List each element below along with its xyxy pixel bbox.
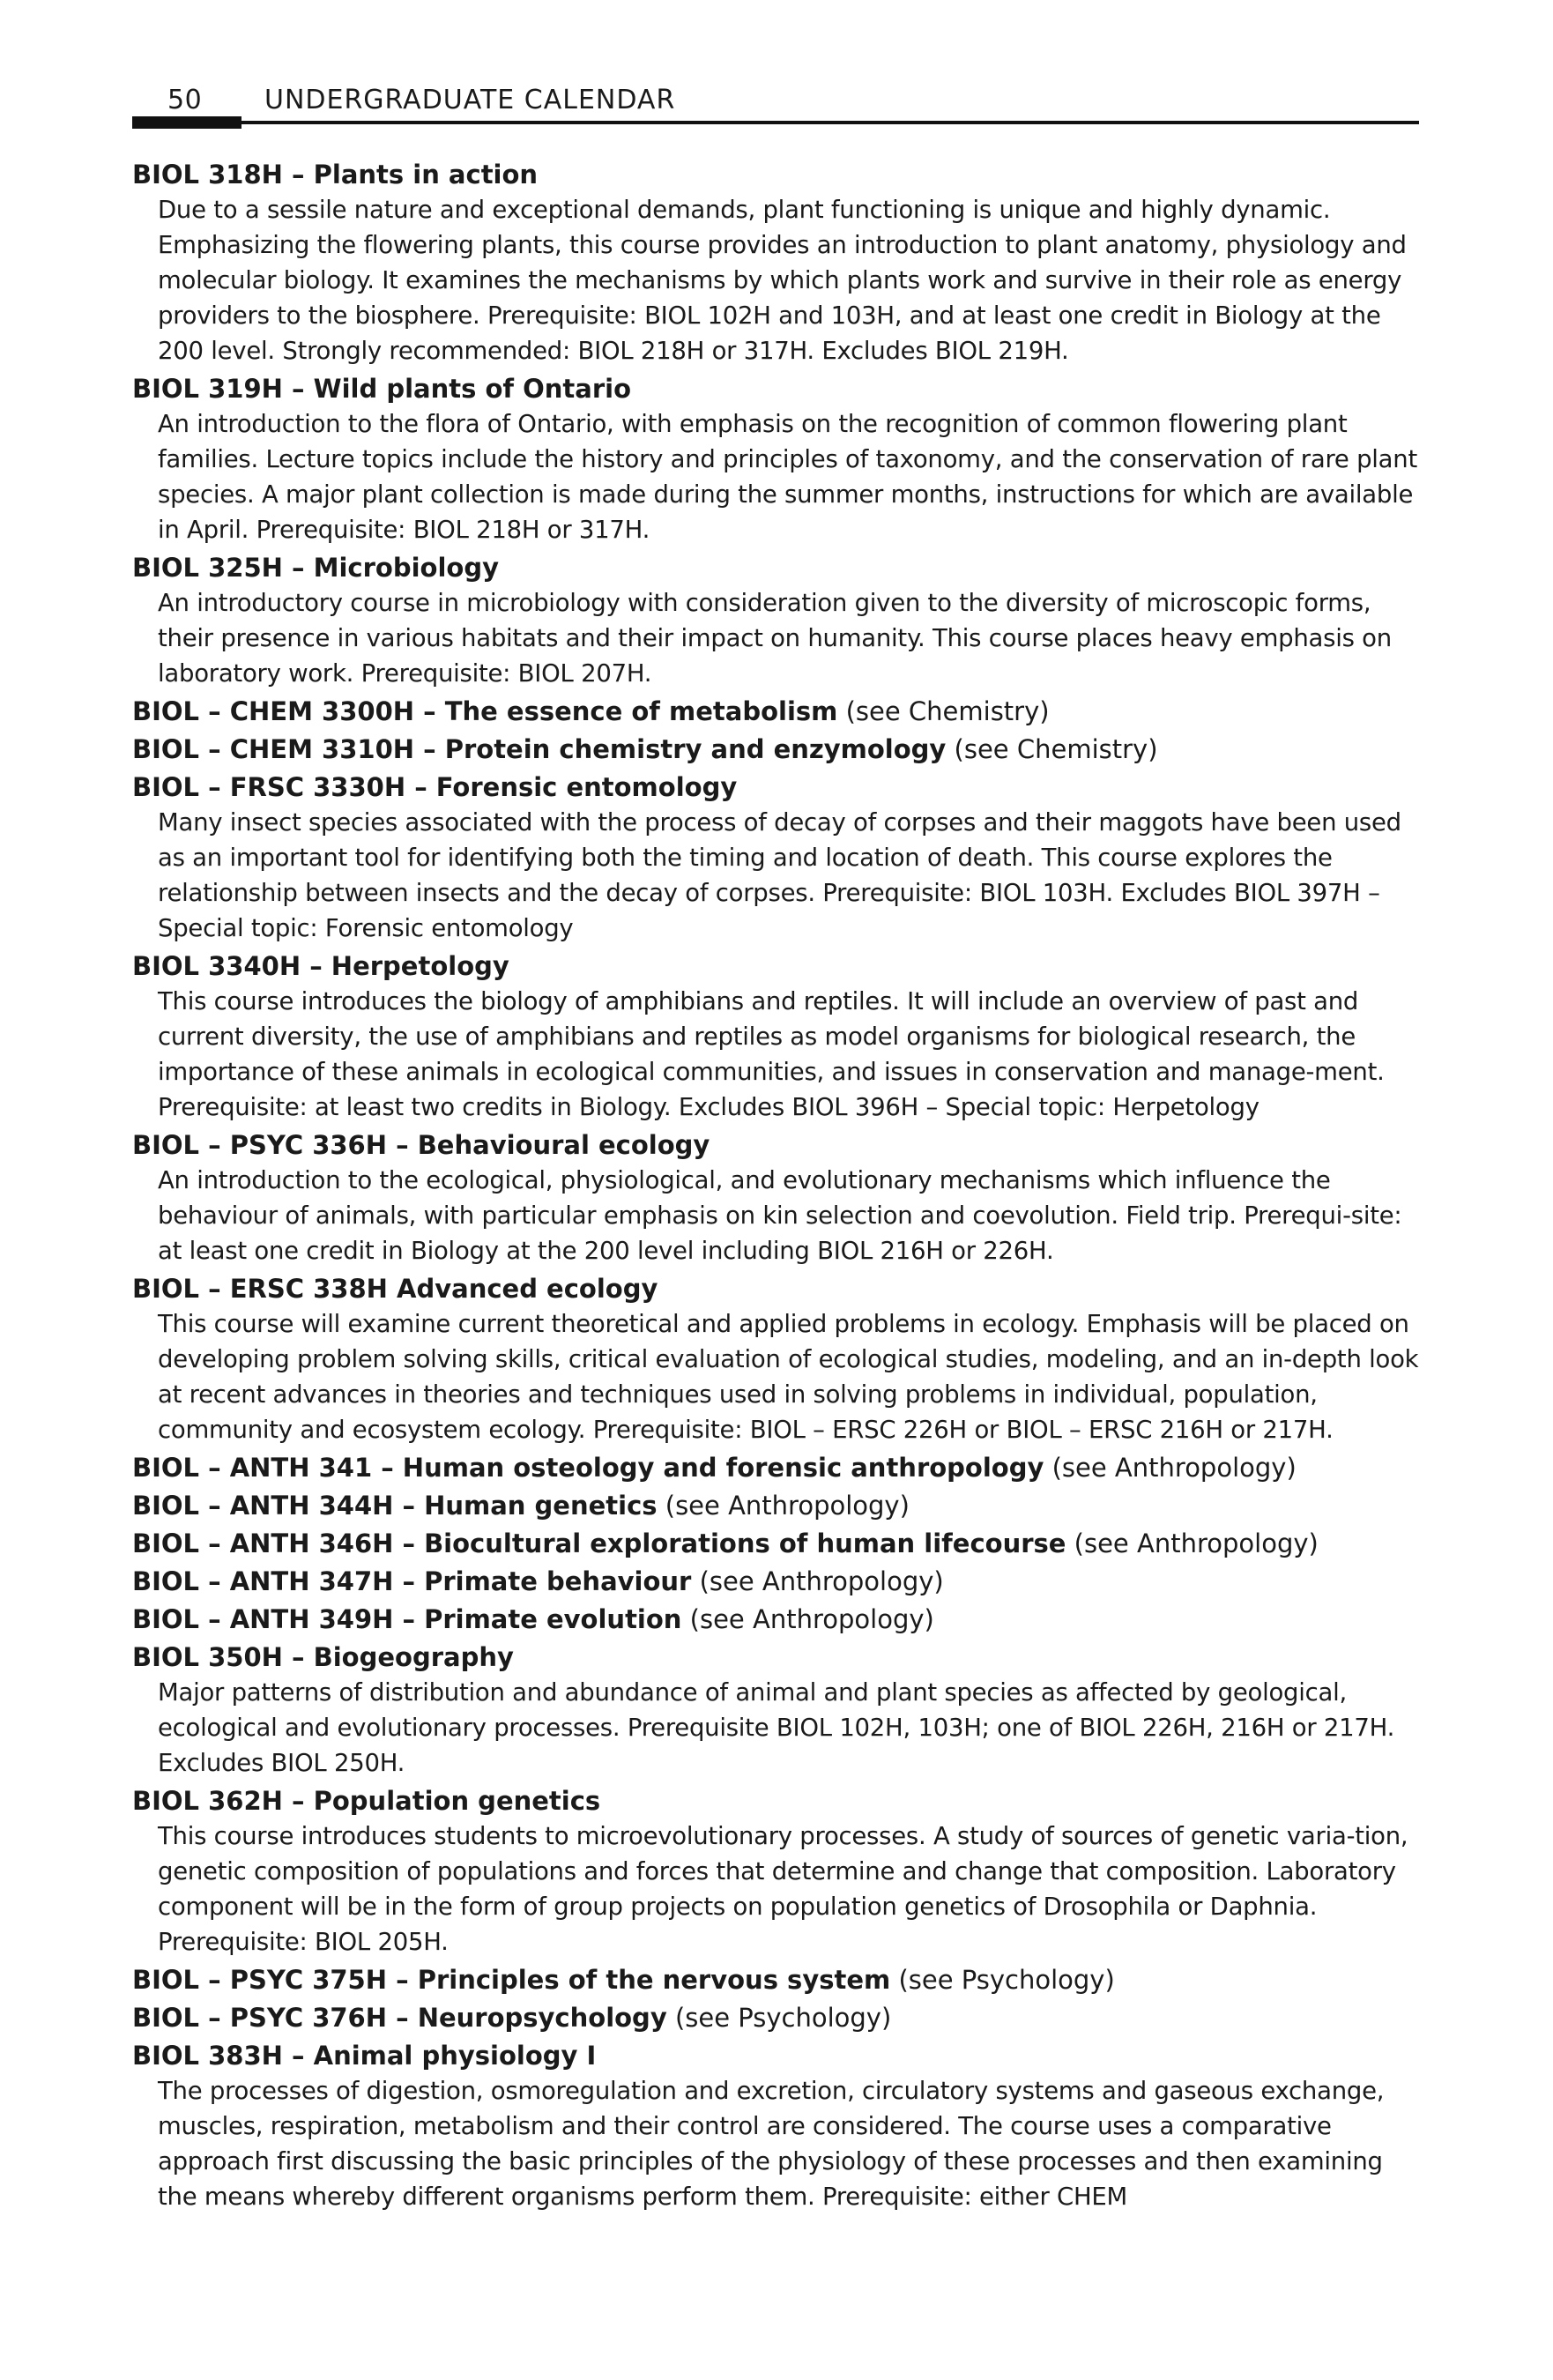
course-entry <box>132 1962 1421 1997</box>
course-title <box>132 1271 1421 1306</box>
course-entry <box>132 550 1421 691</box>
course-entry <box>132 2000 1421 2035</box>
header-rule <box>132 121 1419 124</box>
course-title <box>132 1526 1421 1561</box>
course-code-title: BIOL – ANTH 341 – Human osteology and forensic anthropology <box>132 1453 1044 1483</box>
course-entry <box>132 157 1421 368</box>
course-entry <box>132 1127 1421 1268</box>
course-title <box>132 1962 1421 1997</box>
course-code-title: BIOL – ANTH 344H – Human genetics <box>132 1491 658 1521</box>
course-entry <box>132 770 1421 946</box>
course-entry <box>132 1526 1421 1561</box>
course-code-title: BIOL 325H – Microbiology <box>132 553 499 583</box>
course-title <box>132 1564 1421 1599</box>
cross-reference: (see Anthropology) <box>1074 1528 1319 1558</box>
course-title <box>132 732 1421 767</box>
course-title <box>132 157 1421 192</box>
course-code-title: BIOL 362H – Population genetics <box>132 1786 601 1816</box>
course-entry <box>132 1640 1421 1781</box>
cross-reference: (see Psychology) <box>898 1965 1115 1995</box>
course-title <box>132 1450 1421 1485</box>
course-title <box>132 1640 1421 1675</box>
cross-reference: (see Anthropology) <box>1051 1453 1297 1483</box>
course-description: Major patterns of distribution and abundance of animal and plant species as affected by geological, ecological and evolutionary processes. Prerequisite BIOL 102H, 103H; one of BIOL 226H, 216H or 217H. Excludes BIOL 250H. <box>158 1678 1395 1777</box>
course-title <box>132 1488 1421 1523</box>
cross-reference: (see Chemistry) <box>845 696 1050 726</box>
course-code-title: BIOL – CHEM 3310H – Protein chemistry and enzymology <box>132 734 947 764</box>
course-description: An introduction to the flora of Ontario, with emphasis on the recognition of common flowering plant families. Lecture topics include the history and principles of taxonomy, and the conservation of rare plant species. A major plant collection is made during the summer months, instructions for which are available in April. Prerequisite: BIOL 218H or 317H. <box>158 410 1417 544</box>
course-code-title: BIOL – PSYC 375H – Principles of the nervous system <box>132 1965 891 1995</box>
course-code-title: BIOL – ANTH 346H – Biocultural explorations of human lifecourse <box>132 1528 1066 1558</box>
course-code-title: BIOL – PSYC 336H – Behavioural ecology <box>132 1130 710 1160</box>
header-block <box>132 116 241 129</box>
course-entry <box>132 1271 1421 1447</box>
course-title <box>132 948 1421 984</box>
cross-reference: (see Chemistry) <box>954 734 1158 764</box>
course-entry <box>132 1488 1421 1523</box>
running-head: UNDERGRADUATE CALENDAR <box>264 85 676 115</box>
course-description: Due to a sessile nature and exceptional demands, plant functioning is unique and highly dynamic. Emphasizing the flowering plants, this course provides an introduction to plant anatomy, physiology and molecular biology. It examines the mechanisms by which plants work and survive in their role as energy providers to the biosphere. Prerequisite: BIOL 102H and 103H, and at least one credit in Biology at the 200 level. Strongly recommended: BIOL 218H or 317H. Excludes BIOL 219H. <box>158 196 1407 365</box>
course-code-title: BIOL 318H – Plants in action <box>132 160 539 190</box>
course-title <box>132 550 1421 585</box>
course-entry <box>132 948 1421 1125</box>
course-list <box>132 157 1421 2217</box>
course-entry <box>132 694 1421 729</box>
cross-reference: (see Psychology) <box>674 2003 892 2033</box>
course-description: This course introduces students to microevolutionary processes. A study of sources of genetic varia-tion, genetic composition of populations and forces that determine and change that composition. Laboratory component will be in the form of group projects on population genetics of Drosophila or Daphnia. Prerequisite: BIOL 205H. <box>158 1822 1408 1956</box>
course-title <box>132 2000 1421 2035</box>
course-code-title: BIOL – PSYC 376H – Neuropsychology <box>132 2003 667 2033</box>
course-title <box>132 1127 1421 1163</box>
course-code-title: BIOL – ANTH 349H – Primate evolution <box>132 1604 682 1634</box>
course-title <box>132 2038 1421 2073</box>
course-code-title: BIOL – ERSC 338H Advanced ecology <box>132 1274 658 1304</box>
page-header <box>132 81 1419 127</box>
course-entry <box>132 1602 1421 1637</box>
course-description: An introductory course in microbiology with consideration given to the diversity of microscopic forms, their presence in various habitats and their impact on humanity. This course places heavy emphasis on laboratory work. Prerequisite: BIOL 207H. <box>158 589 1392 688</box>
course-entry <box>132 371 1421 547</box>
page-number: 50 <box>167 85 203 115</box>
course-entry <box>132 1783 1421 1960</box>
course-description: This course will examine current theoretical and applied problems in ecology. Emphasis will be placed on developing problem solving skills, critical evaluation of ecological studies, modeling, and an in-depth look at recent advances in theories and techniques used in solving problems in individual, population, community and ecosystem ecology. Prerequisite: BIOL – ERSC 226H or BIOL – ERSC 216H or 217H. <box>158 1310 1419 1444</box>
course-title <box>132 1783 1421 1818</box>
course-code-title: BIOL 383H – Animal physiology I <box>132 2041 597 2071</box>
course-entry <box>132 2038 1421 2214</box>
course-entry <box>132 1450 1421 1485</box>
cross-reference: (see Anthropology) <box>665 1491 910 1521</box>
course-code-title: BIOL – FRSC 3330H – Forensic entomology <box>132 772 738 802</box>
course-entry <box>132 732 1421 767</box>
course-code-title: BIOL – ANTH 347H – Primate behaviour <box>132 1566 692 1596</box>
course-entry <box>132 1564 1421 1599</box>
course-description: Many insect species associated with the process of decay of corpses and their maggots have been used as an important tool for identifying both the timing and location of death. This course explores the relationship between insects and the decay of corpses. Prerequisite: BIOL 103H. Excludes BIOL 397H – Special topic: Forensic entomology <box>158 808 1401 942</box>
course-title <box>132 694 1421 729</box>
cross-reference: (see Anthropology) <box>689 1604 934 1634</box>
course-code-title: BIOL 319H – Wild plants of Ontario <box>132 374 632 404</box>
course-code-title: BIOL 3340H – Herpetology <box>132 951 509 981</box>
cross-reference: (see Anthropology) <box>699 1566 944 1596</box>
course-code-title: BIOL – CHEM 3300H – The essence of metabolism <box>132 696 838 726</box>
course-description: An introduction to the ecological, physiological, and evolutionary mechanisms which influence the behaviour of animals, with particular emphasis on kin selection and coevolution. Field trip. Prerequi-site: at least one credit in Biology at the 200 level including BIOL 216H or 226H. <box>158 1166 1402 1265</box>
course-title <box>132 1602 1421 1637</box>
course-title <box>132 770 1421 805</box>
course-description: The processes of digestion, osmoregulation and excretion, circulatory systems and gaseous exchange, muscles, respiration, metabolism and their control are considered. The course uses a comparative approach first discussing the basic principles of the physiology of these processes and then examining the means whereby different organisms perform them. Prerequisite: either CHEM <box>158 2077 1385 2211</box>
course-title <box>132 371 1421 406</box>
course-description: This course introduces the biology of amphibians and reptiles. It will include an overview of past and current diversity, the use of amphibians and reptiles as model organisms for biological research, the importance of these animals in ecological communities, and issues in conservation and manage-ment. Prerequisite: at least two credits in Biology. Excludes BIOL 396H – Special topic: Herpetology <box>158 987 1385 1121</box>
course-code-title: BIOL 350H – Biogeography <box>132 1642 514 1672</box>
